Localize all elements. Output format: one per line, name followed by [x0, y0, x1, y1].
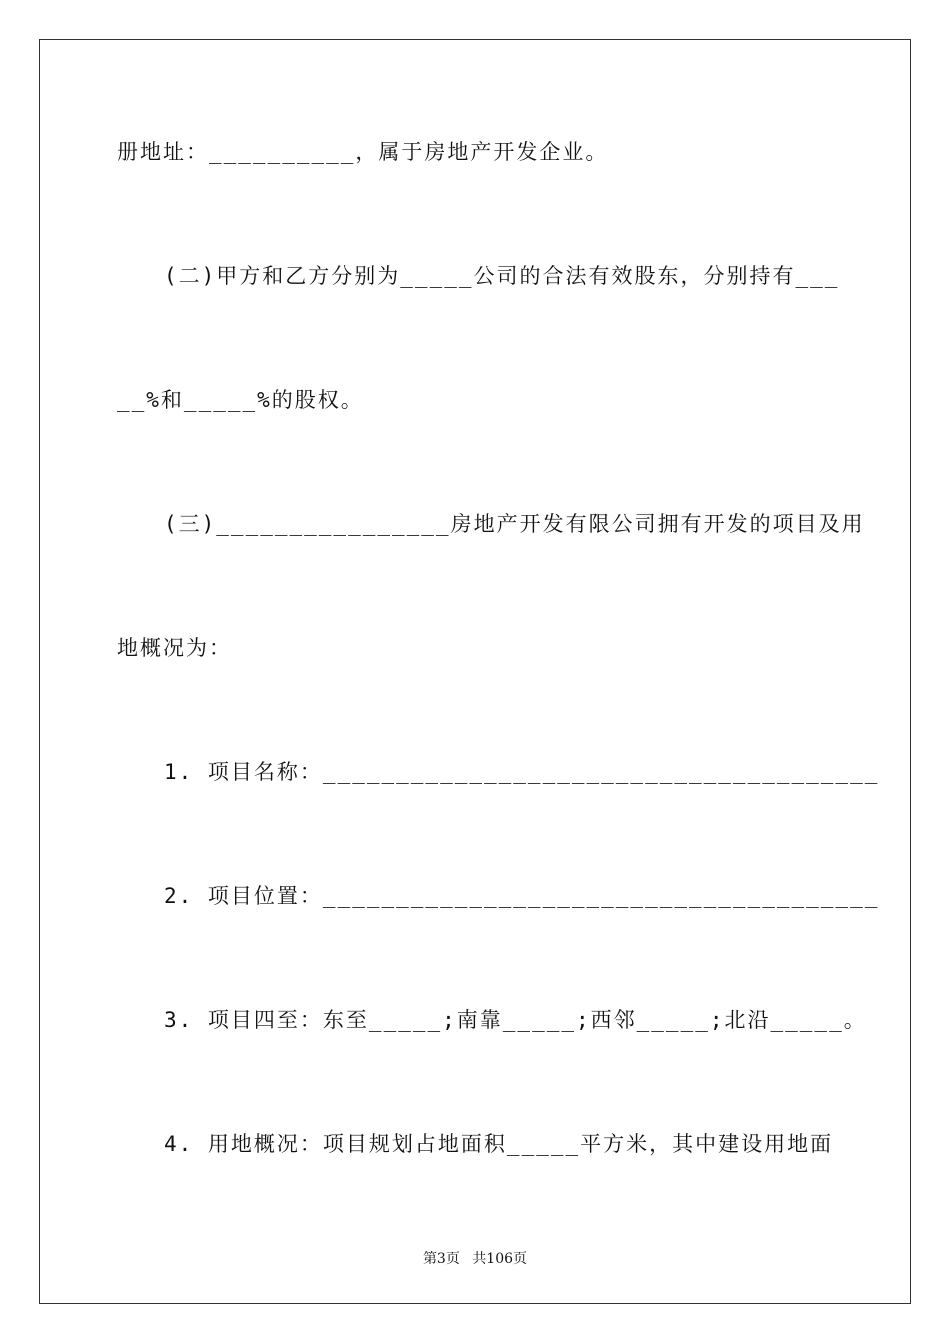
page-number: 第3页 [422, 1251, 460, 1267]
text-line-project-location: 2. 项目位置：______________________________________ [164, 884, 880, 908]
text-line-land-use: 4. 用地概况：项目规划占地面积_____平方米，其中建设用地面 [164, 1132, 834, 1156]
text-line-project-boundaries: 3. 项目四至：东至_____;南靠_____;西邻_____;北沿_____。 [164, 1008, 867, 1032]
page-footer [0, 1248, 950, 1268]
text-line-company-project: (三)________________房地产开发有限公司拥有开发的项目及用 [164, 512, 865, 536]
text-line-land-overview: 地概况为： [117, 636, 232, 660]
text-line-share-percentages: __%和_____%的股权。 [117, 388, 364, 412]
text-line-registered-address: 册地址：__________，属于房地产开发企业。 [117, 140, 609, 164]
total-pages: 共106页 [472, 1251, 528, 1267]
text-line-shareholders: (二)甲方和乙方分别为_____公司的合法有效股东，分别持有___ [164, 264, 840, 288]
page-border [39, 39, 911, 1304]
text-line-project-name: 1. 项目名称：______________________________________ [164, 760, 880, 784]
